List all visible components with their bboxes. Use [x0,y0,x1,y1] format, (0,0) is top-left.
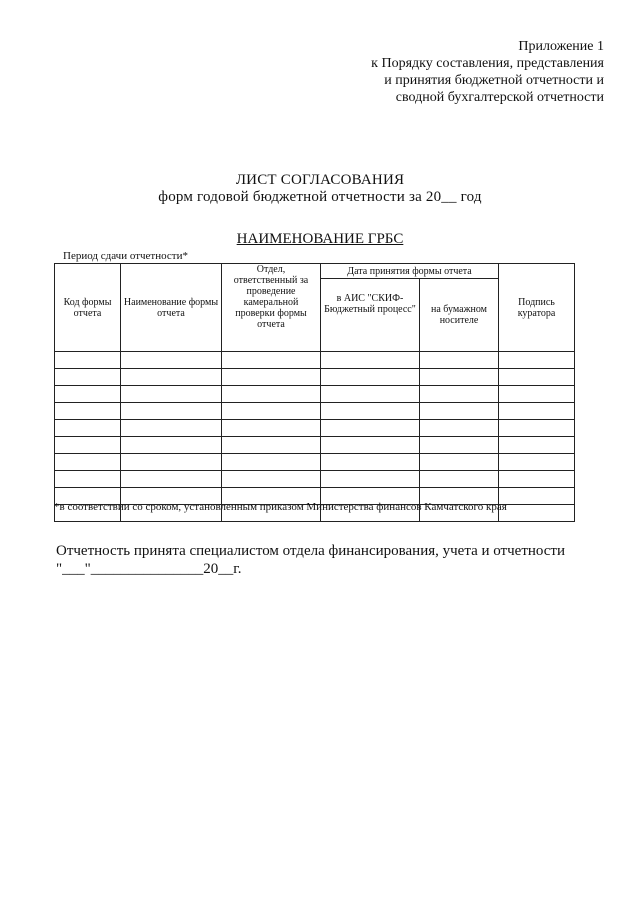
header-date-ais: в АИС "СКИФ-Бюджетный процесс" [321,279,420,352]
cell-code[interactable] [55,420,121,437]
cell-date-ais[interactable] [321,454,420,471]
cell-date-ais[interactable] [321,403,420,420]
period-label: Период сдачи отчетности* [63,250,188,262]
appendix-line: Приложение 1 [518,39,604,54]
cell-code[interactable] [55,369,121,386]
cell-form-name[interactable] [121,471,222,488]
cell-date-paper[interactable] [420,437,499,454]
header-form-name: Наименование формы отчета [121,264,222,352]
cell-date-paper[interactable] [420,471,499,488]
cell-form-name[interactable] [121,403,222,420]
header-code: Код формы отчета [55,264,121,352]
acceptance-statement: Отчетность принята специалистом отдела финансирования, учета и отчетности [56,543,566,559]
appendix-note [371,38,604,106]
table-row [55,471,575,488]
cell-code[interactable] [55,454,121,471]
cell-signature[interactable] [499,403,575,420]
cell-code[interactable] [55,352,121,369]
cell-form-name[interactable] [121,454,222,471]
cell-signature[interactable] [499,437,575,454]
cell-date-paper[interactable] [420,420,499,437]
cell-date-ais[interactable] [321,386,420,403]
cell-form-name[interactable] [121,420,222,437]
cell-form-name[interactable] [121,437,222,454]
cell-form-name[interactable] [121,352,222,369]
cell-date-paper[interactable] [420,403,499,420]
approval-table [54,263,575,522]
cell-signature[interactable] [499,471,575,488]
appendix-line: к Порядку составления, представления [371,56,604,71]
header-signature: Подпись куратора [499,264,575,352]
appendix-line: и принятия бюджетной отчетности и [384,73,604,88]
cell-signature[interactable] [499,488,575,505]
document-title: ЛИСТ СОГЛАСОВАНИЯ [235,172,405,188]
cell-signature[interactable] [499,454,575,471]
cell-department[interactable] [222,471,321,488]
cell-department[interactable] [222,369,321,386]
cell-date-paper[interactable] [420,369,499,386]
cell-signature[interactable] [499,369,575,386]
document-subtitle: форм годовой бюджетной отчетности за 20__ год [158,189,482,205]
table-row [55,454,575,471]
grbs-name: НАИМЕНОВАНИЕ ГРБС [236,231,404,247]
table-row [55,420,575,437]
header-date-group: Дата принятия формы отчета [321,264,499,279]
table-row [55,352,575,369]
cell-date-paper[interactable] [420,386,499,403]
cell-form-name[interactable] [121,386,222,403]
table-body [55,352,575,522]
footnote: *в соответствии со сроком, установленным приказом Министерства финансов Камчатского края [54,501,507,513]
cell-date-ais[interactable] [321,471,420,488]
acceptance-date-line: "___"_______________20__г. [56,561,242,577]
cell-signature[interactable] [499,386,575,403]
appendix-line: сводной бухгалтерской отчетности [395,90,604,105]
cell-code[interactable] [55,471,121,488]
table-row [55,386,575,403]
cell-date-paper[interactable] [420,352,499,369]
cell-date-ais[interactable] [321,352,420,369]
header-department: Отдел, ответственный за проведение камеральной проверки формы отчета [222,264,321,352]
cell-code[interactable] [55,437,121,454]
cell-department[interactable] [222,403,321,420]
cell-signature[interactable] [499,352,575,369]
cell-department[interactable] [222,386,321,403]
cell-signature[interactable] [499,420,575,437]
cell-department[interactable] [222,420,321,437]
cell-code[interactable] [55,386,121,403]
cell-signature[interactable] [499,505,575,522]
cell-date-ais[interactable] [321,437,420,454]
table-row [55,403,575,420]
table-row [55,369,575,386]
cell-department[interactable] [222,454,321,471]
cell-date-ais[interactable] [321,369,420,386]
cell-form-name[interactable] [121,369,222,386]
cell-date-ais[interactable] [321,420,420,437]
cell-department[interactable] [222,437,321,454]
cell-code[interactable] [55,403,121,420]
cell-date-paper[interactable] [420,454,499,471]
cell-department[interactable] [222,352,321,369]
table-row [55,437,575,454]
header-date-paper: на бумажном носителе [420,279,499,352]
